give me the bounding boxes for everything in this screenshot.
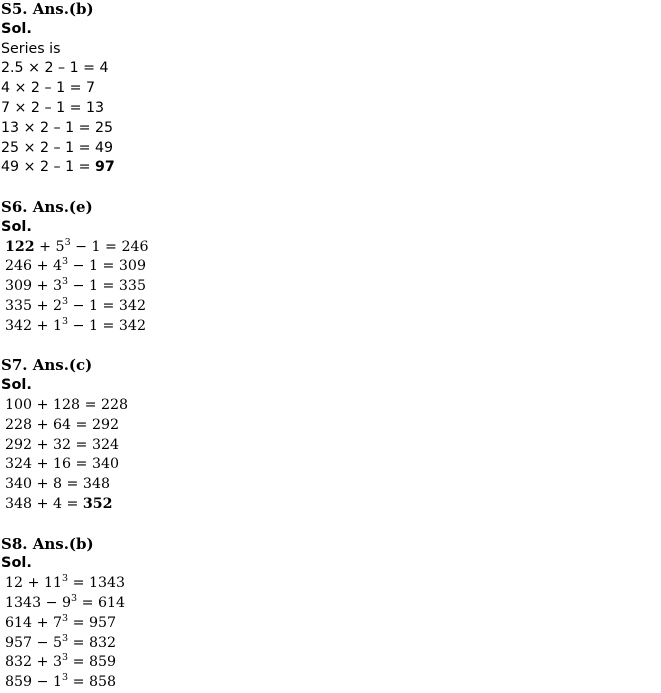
equation-text: 25 × 2 – 1 = 49 — [1, 139, 114, 156]
section-spacer — [1, 337, 656, 357]
equation-line — [1, 158, 656, 178]
exponent: 3 — [62, 632, 69, 644]
solution-label: Sol. — [1, 218, 32, 235]
section-spacer — [1, 178, 656, 198]
equation-text: = 859 — [68, 654, 117, 671]
equation-text: − 1 = 335 — [68, 278, 146, 295]
equation-text: 614 + 7 — [5, 614, 63, 631]
equation-text: 2.5 × 2 – 1 = 4 — [1, 60, 109, 77]
equation-text: 49 × 2 – 1 = — [1, 159, 96, 176]
exponent: 3 — [62, 672, 69, 684]
answer-heading: S8. Ans.(b) — [1, 534, 94, 553]
equation-text: + 5 — [34, 238, 65, 255]
exponent: 3 — [64, 236, 71, 248]
equation-text: 340 + 8 = 348 — [5, 476, 110, 493]
exponent: 3 — [62, 295, 69, 307]
equation-text: 7 × 2 – 1 = 13 — [1, 99, 105, 116]
solution-section — [1, 337, 656, 515]
equation-line — [1, 436, 656, 456]
equation-text: 335 + 2 — [5, 297, 63, 314]
equation-line — [1, 119, 656, 139]
solution-section — [1, 0, 656, 178]
equation-text: 859 − 1 — [5, 674, 63, 691]
equation-line — [1, 139, 656, 159]
equation-line — [1, 574, 656, 594]
equation-text: 324 + 16 = 340 — [5, 456, 120, 473]
bold-value: 352 — [82, 495, 113, 512]
exponent: 3 — [62, 652, 69, 664]
section-spacer — [1, 515, 656, 535]
equation-line — [1, 99, 656, 119]
equation-text: − 1 = 309 — [68, 258, 146, 275]
equation-text: 832 + 3 — [5, 654, 63, 671]
bold-value: 97 — [95, 159, 115, 176]
answer-heading: S7. Ans.(c) — [1, 356, 93, 375]
equation-line — [1, 277, 656, 297]
intro-text: Series is — [1, 40, 61, 57]
equation-text: 292 + 32 = 324 — [5, 436, 120, 453]
exponent: 3 — [62, 256, 69, 268]
equation-line — [1, 475, 656, 495]
equation-text: = 614 — [77, 594, 126, 611]
solution-label: Sol. — [1, 20, 32, 37]
equation-text: 12 + 11 — [5, 575, 63, 592]
equation-text: = 832 — [68, 634, 117, 651]
equation-line — [1, 238, 656, 258]
equation-line — [1, 297, 656, 317]
solution-section — [1, 515, 656, 693]
bold-value: 122 — [5, 238, 35, 255]
equation-line — [1, 416, 656, 436]
solutions-document — [1, 0, 656, 693]
exponent: 3 — [62, 276, 69, 288]
equation-text: 246 + 4 — [5, 258, 63, 275]
equation-line — [1, 455, 656, 475]
equation-line — [1, 396, 656, 416]
solution-label: Sol. — [1, 555, 32, 572]
exponent: 3 — [62, 573, 69, 585]
equation-line — [1, 673, 656, 693]
equation-line — [1, 317, 656, 337]
equation-text: 4 × 2 – 1 = 7 — [1, 80, 96, 97]
equation-text: 1343 − 9 — [5, 594, 72, 611]
equation-text: = 957 — [68, 614, 117, 631]
answer-heading: S6. Ans.(e) — [1, 197, 93, 216]
equation-line — [1, 594, 656, 614]
equation-line — [1, 614, 656, 634]
equation-line — [1, 257, 656, 277]
solution-section — [1, 178, 656, 336]
answer-heading: S5. Ans.(b) — [1, 0, 94, 18]
equation-text: 348 + 4 = — [5, 495, 83, 512]
exponent: 3 — [62, 612, 69, 624]
equation-text: 342 + 1 — [5, 317, 63, 334]
equation-text: 309 + 3 — [5, 278, 63, 295]
solution-label: Sol. — [1, 377, 32, 394]
equation-text: 13 × 2 – 1 = 25 — [1, 119, 114, 136]
equation-line — [1, 495, 656, 515]
equation-text: − 1 = 342 — [68, 297, 146, 314]
equation-line — [1, 79, 656, 99]
equation-line — [1, 59, 656, 79]
equation-text: = 1343 — [68, 575, 126, 592]
equation-line — [1, 634, 656, 654]
equation-text: 228 + 64 = 292 — [5, 416, 120, 433]
equation-text: 100 + 128 = 228 — [5, 396, 129, 413]
exponent: 3 — [62, 315, 69, 327]
equation-text: − 1 = 342 — [68, 317, 146, 334]
equation-text: − 1 = 246 — [70, 238, 149, 255]
equation-text: = 858 — [68, 674, 117, 691]
exponent: 3 — [71, 592, 78, 604]
equation-text: 957 − 5 — [5, 634, 63, 651]
equation-line — [1, 653, 656, 673]
